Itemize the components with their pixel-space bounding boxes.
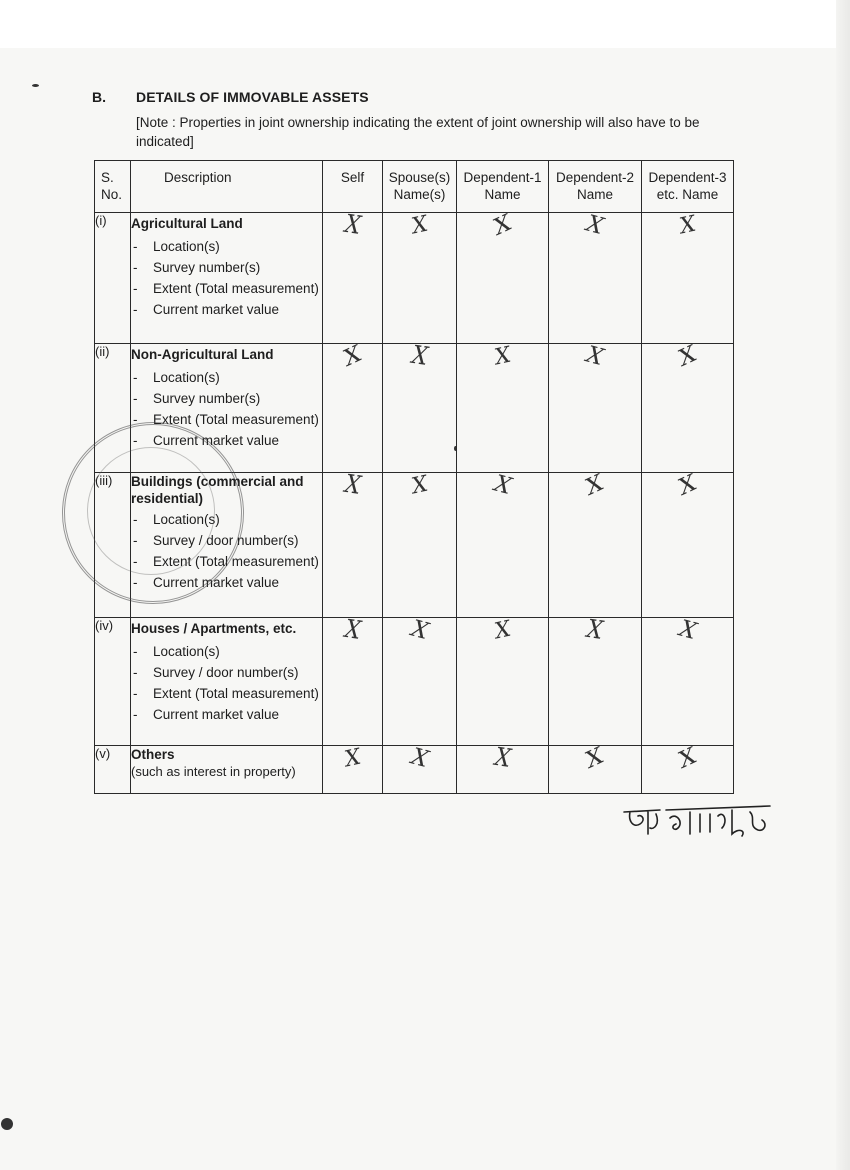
spouse-cell bbox=[383, 473, 457, 618]
table-row bbox=[95, 473, 734, 618]
cross-mark: X bbox=[492, 743, 513, 774]
list-item: - Extent (Total measurement) bbox=[133, 554, 319, 569]
table-row bbox=[95, 618, 734, 746]
list-item: - Current market value bbox=[133, 302, 280, 317]
scan-margin bbox=[0, 0, 850, 48]
scan-speck bbox=[1, 1118, 13, 1130]
cross-mark: X bbox=[581, 470, 609, 501]
scan-speck bbox=[32, 84, 39, 87]
list-item: - Survey number(s) bbox=[133, 260, 261, 275]
signature-drawing bbox=[620, 800, 780, 850]
row-title: Buildings (commercial and residential) bbox=[131, 474, 304, 506]
list-item: - Current market value bbox=[133, 707, 280, 722]
row-title: Others bbox=[131, 747, 175, 762]
row-number: (v) bbox=[95, 746, 131, 794]
dependent-3-cell bbox=[642, 341, 734, 473]
cross-mark: X bbox=[677, 211, 698, 240]
list-item: - Survey / door number(s) bbox=[133, 533, 299, 548]
cross-mark: X bbox=[409, 341, 430, 372]
list-item: - Location(s) bbox=[133, 370, 220, 385]
cross-mark: X bbox=[674, 341, 701, 372]
cross-mark: X bbox=[676, 615, 699, 646]
row-number: (iv) bbox=[95, 618, 131, 746]
dependent-1-cell bbox=[457, 470, 549, 618]
dependent-3-cell bbox=[642, 213, 734, 344]
spouse-cell bbox=[383, 615, 457, 746]
handwritten-signature bbox=[620, 800, 780, 850]
dependent-1-cell bbox=[457, 743, 549, 794]
header-self: Self bbox=[323, 161, 383, 213]
cross-mark: X bbox=[342, 210, 363, 241]
row-number: (iii) bbox=[95, 473, 131, 618]
dependent-2-cell bbox=[549, 210, 642, 344]
cross-mark: X bbox=[408, 615, 431, 646]
list-item: - Current market value bbox=[133, 433, 280, 448]
row-subtitle: (such as interest in property) bbox=[131, 764, 296, 779]
spouse-cell bbox=[383, 341, 457, 473]
section-letter: B. bbox=[92, 89, 106, 105]
cross-mark: X bbox=[409, 471, 430, 500]
row-description bbox=[131, 213, 323, 344]
row-description bbox=[131, 344, 323, 473]
dependent-1-cell bbox=[457, 344, 549, 473]
cross-mark: X bbox=[409, 211, 430, 240]
cross-mark: X bbox=[585, 615, 605, 646]
section-note: [Note : Properties in joint ownership indicating the extent of joint ownership will also have to be indicated] bbox=[136, 115, 700, 149]
table-row bbox=[95, 344, 734, 473]
cross-mark: X bbox=[342, 615, 363, 646]
row-number: (ii) bbox=[95, 344, 131, 473]
self-cell bbox=[323, 470, 383, 618]
list-item: - Survey / door number(s) bbox=[133, 665, 299, 680]
dependent-2-cell bbox=[549, 470, 642, 618]
cross-mark: X bbox=[674, 470, 701, 501]
spouse-cell bbox=[383, 213, 457, 344]
immovable-assets-table bbox=[94, 160, 734, 794]
scan-shadow bbox=[836, 0, 850, 1170]
header-sno: S. No. bbox=[95, 161, 131, 213]
header-description: Description bbox=[131, 161, 323, 213]
list-item: - Location(s) bbox=[133, 512, 220, 527]
row-description bbox=[131, 746, 323, 794]
cross-mark: X bbox=[492, 616, 513, 645]
dependent-3-cell bbox=[642, 615, 734, 746]
cross-mark: X bbox=[408, 743, 431, 774]
cross-mark: X bbox=[342, 744, 363, 773]
list-item: - Survey number(s) bbox=[133, 391, 261, 406]
cross-mark: X bbox=[583, 341, 607, 372]
self-cell bbox=[323, 210, 383, 344]
dependent-2-cell bbox=[549, 615, 642, 746]
row-title: Non-Agricultural Land bbox=[131, 347, 274, 362]
row-title: Agricultural Land bbox=[131, 216, 243, 231]
header-dependent-1: Dependent-1 Name bbox=[457, 161, 549, 213]
table-header-row bbox=[95, 161, 734, 213]
dependent-2-cell bbox=[549, 743, 642, 794]
header-spouse: Spouse(s) Name(s) bbox=[383, 161, 457, 213]
list-item: - Extent (Total measurement) bbox=[133, 281, 319, 296]
cross-mark: X bbox=[492, 342, 513, 371]
dependent-3-cell bbox=[642, 470, 734, 618]
self-cell bbox=[323, 746, 383, 794]
section-title: DETAILS OF IMMOVABLE ASSETS bbox=[136, 89, 369, 105]
dependent-1-cell bbox=[457, 618, 549, 746]
self-cell bbox=[323, 615, 383, 746]
list-item: - Current market value bbox=[133, 575, 280, 590]
row-title: Houses / Apartments, etc. bbox=[131, 621, 297, 636]
dependent-1-cell bbox=[457, 210, 549, 344]
table-row bbox=[95, 746, 734, 794]
list-item: - Location(s) bbox=[133, 239, 220, 254]
list-item: - Location(s) bbox=[133, 644, 220, 659]
spouse-cell bbox=[383, 743, 457, 794]
cross-mark: X bbox=[581, 743, 609, 774]
cross-mark: X bbox=[489, 210, 516, 241]
row-number: (i) bbox=[95, 213, 131, 344]
cross-mark: X bbox=[674, 743, 701, 774]
cross-mark: X bbox=[491, 470, 514, 501]
header-dependent-2: Dependent-2 Name bbox=[549, 161, 642, 213]
self-cell bbox=[323, 341, 383, 473]
cross-mark: X bbox=[583, 210, 607, 241]
table-row bbox=[95, 213, 734, 344]
row-description bbox=[131, 473, 323, 618]
cross-mark: X bbox=[339, 341, 366, 372]
dependent-2-cell bbox=[549, 341, 642, 473]
row-description bbox=[131, 618, 323, 746]
cross-mark: X bbox=[342, 470, 363, 501]
dependent-3-cell bbox=[642, 743, 734, 794]
header-dependent-3: Dependent-3 etc. Name bbox=[642, 161, 734, 213]
list-item: - Extent (Total measurement) bbox=[133, 412, 319, 427]
list-item: - Extent (Total measurement) bbox=[133, 686, 319, 701]
